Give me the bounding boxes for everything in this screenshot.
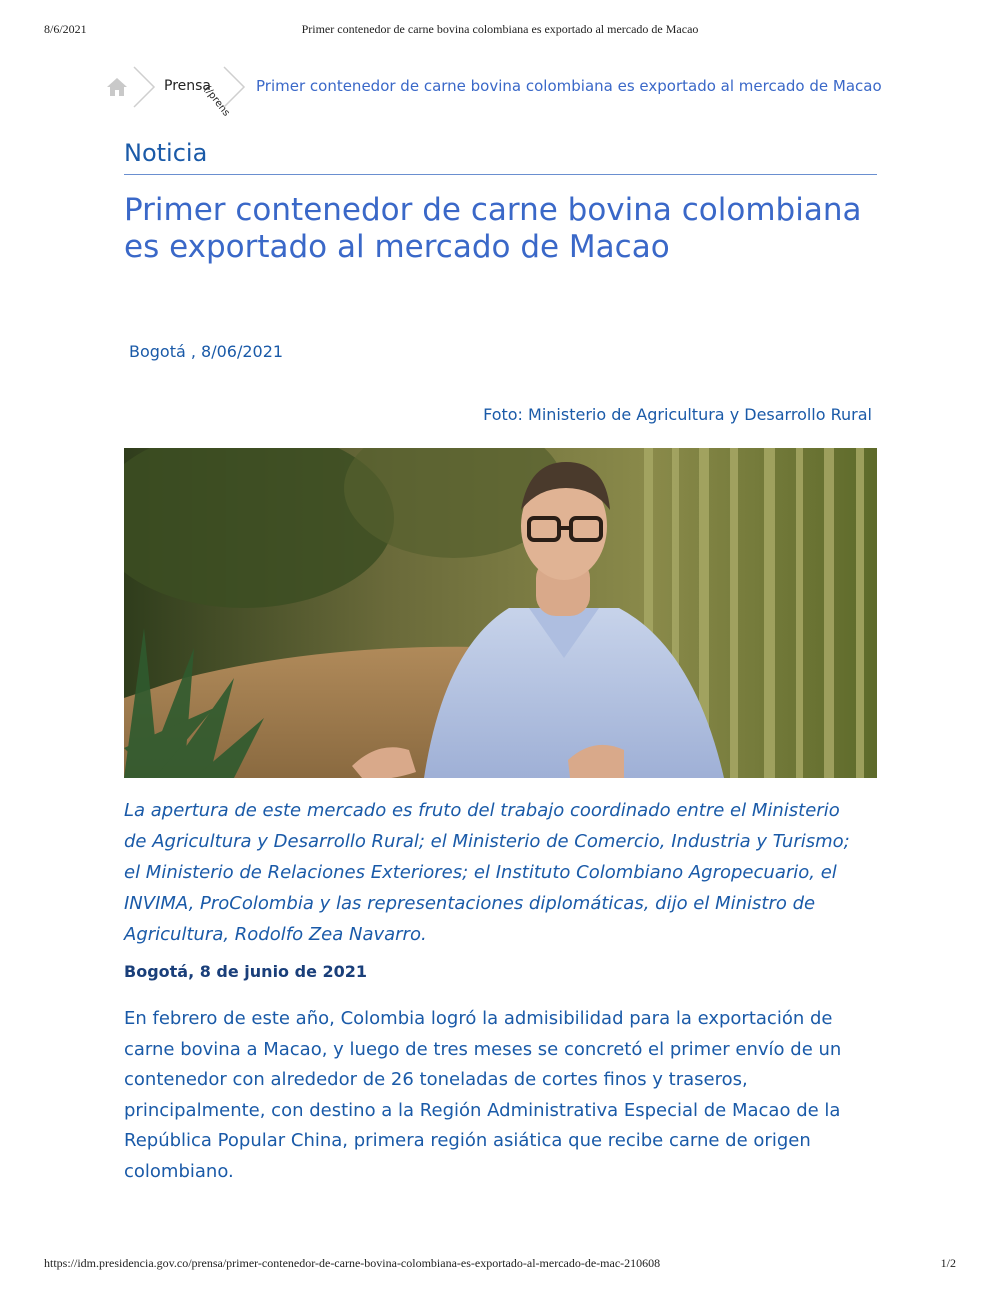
breadcrumb — [104, 64, 904, 119]
article-photo — [124, 448, 877, 778]
breadcrumb-prensa-url: (/prens — [201, 84, 232, 119]
chevron-right-icon — [222, 66, 246, 108]
home-icon[interactable] — [106, 77, 128, 97]
print-title: Primer contenedor de carne bovina colombiana es exportado al mercado de Macao — [301, 22, 699, 36]
breadcrumb-prensa[interactable]: Prensa — [164, 78, 212, 94]
section-divider — [124, 174, 877, 175]
print-url: https://idm.presidencia.gov.co/prensa/primer-contenedor-de-carne-bovina-colombiana-es-exportado-al-mercado-de-mac-210608 — [44, 1256, 661, 1270]
article-lead: La apertura de este mercado es fruto del trabajo coordinado entre el Ministerio de Agricultura y Desarrollo Rural; el Ministerio de Comercio, Industria y Turismo; el Ministerio de Relaciones Exteriores; el Instituto Colombiano Agropecuario, el INVIMA, ProColombia y las representaciones diplomáticas, dijo el Ministro de Agricultura, Rodolfo Zea Navarro. — [124, 800, 850, 945]
article-dateline: Bogotá , 8/06/2021 — [129, 342, 284, 361]
article-headline: Primer contenedor de carne bovina colombiana es exportado al mercado de Macao — [124, 192, 862, 265]
photo-illustration — [124, 448, 877, 778]
print-date: 8/6/2021 — [44, 22, 87, 36]
section-label: Noticia — [124, 139, 208, 167]
article-subhead: Bogotá, 8 de junio de 2021 — [124, 962, 368, 981]
chevron-right-icon — [132, 66, 156, 108]
photo-credit: Foto: Ministerio de Agricultura y Desarrollo Rural — [483, 405, 872, 424]
article-body: En febrero de este año, Colombia logró la admisibilidad para la exportación de carne bovina a Macao, y luego de tres meses se concretó el primer envío de un contenedor con alrededor de 26 toneladas de cortes finos y traseros, principalmente, con destino a la Región Administrativa Especial de Macao de la República Popular China, primera región asiática que recibe carne de origen colombiano. — [124, 1008, 842, 1182]
breadcrumb-current[interactable]: Primer contenedor de carne bovina colombiana es exportado al mercado de Macao — [256, 77, 882, 95]
page-number: 1/2 — [940, 1256, 956, 1270]
